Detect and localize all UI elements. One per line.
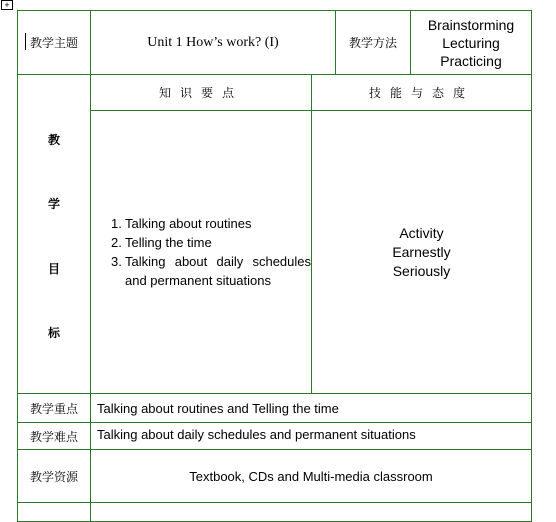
- skills-header: 技能与态度: [368, 86, 474, 100]
- topic-label-cell: [17, 10, 91, 75]
- side-char: 学: [47, 197, 60, 212]
- topic-label: 教学主题: [29, 36, 78, 50]
- method-item: Lecturing: [442, 34, 500, 51]
- key-label-cell: [17, 393, 91, 423]
- knowledge-item: Talking about daily schedules and permanent situations: [125, 254, 311, 288]
- difficult-label: 教学难点: [29, 429, 78, 444]
- difficult-value-cell[interactable]: [90, 422, 532, 450]
- side-char: 目: [47, 261, 60, 276]
- side-char: 教: [47, 132, 60, 147]
- next-row-label-cell: [17, 502, 91, 522]
- difficult-value: Talking about daily schedules and permanent situations: [97, 427, 416, 442]
- method-label-cell: [335, 10, 411, 75]
- resources-label: 教学资源: [29, 469, 78, 484]
- method-item: Brainstorming: [427, 16, 515, 33]
- skills-header-cell: [311, 74, 532, 111]
- table-move-handle-icon[interactable]: +: [1, 0, 13, 10]
- key-value: Talking about routines and Telling the time: [97, 400, 339, 416]
- text-cursor: [25, 33, 26, 50]
- skills-cell[interactable]: [311, 110, 532, 394]
- difficult-label-cell: [17, 422, 91, 450]
- method-label: 教学方法: [348, 36, 397, 50]
- methods-cell[interactable]: [410, 10, 532, 75]
- side-char: 标: [47, 326, 60, 341]
- resources-value-cell[interactable]: [90, 449, 532, 503]
- knowledge-points-cell[interactable]: [90, 110, 312, 394]
- knowledge-item: Talking about routines: [125, 216, 252, 231]
- knowledge-list: [91, 214, 311, 290]
- knowledge-header-cell: [90, 74, 312, 111]
- knowledge-header: 知识要点: [158, 86, 243, 100]
- knowledge-item: Telling the time: [125, 235, 212, 250]
- next-row-value-cell[interactable]: [90, 502, 532, 522]
- skill-item: Activity: [399, 224, 444, 241]
- skill-item: Earnestly: [392, 243, 451, 260]
- topic-value-cell[interactable]: [90, 10, 336, 75]
- resources-value: Textbook, CDs and Multi-media classroom: [189, 468, 433, 484]
- key-value-cell[interactable]: [90, 393, 532, 423]
- resources-label-cell: [17, 449, 91, 503]
- method-item: Practicing: [440, 52, 502, 69]
- topic-value: Unit 1 How’s work? (I): [147, 34, 279, 50]
- objectives-side-label: [17, 74, 91, 394]
- skill-item: Seriously: [392, 262, 451, 279]
- key-label: 教学重点: [29, 401, 78, 416]
